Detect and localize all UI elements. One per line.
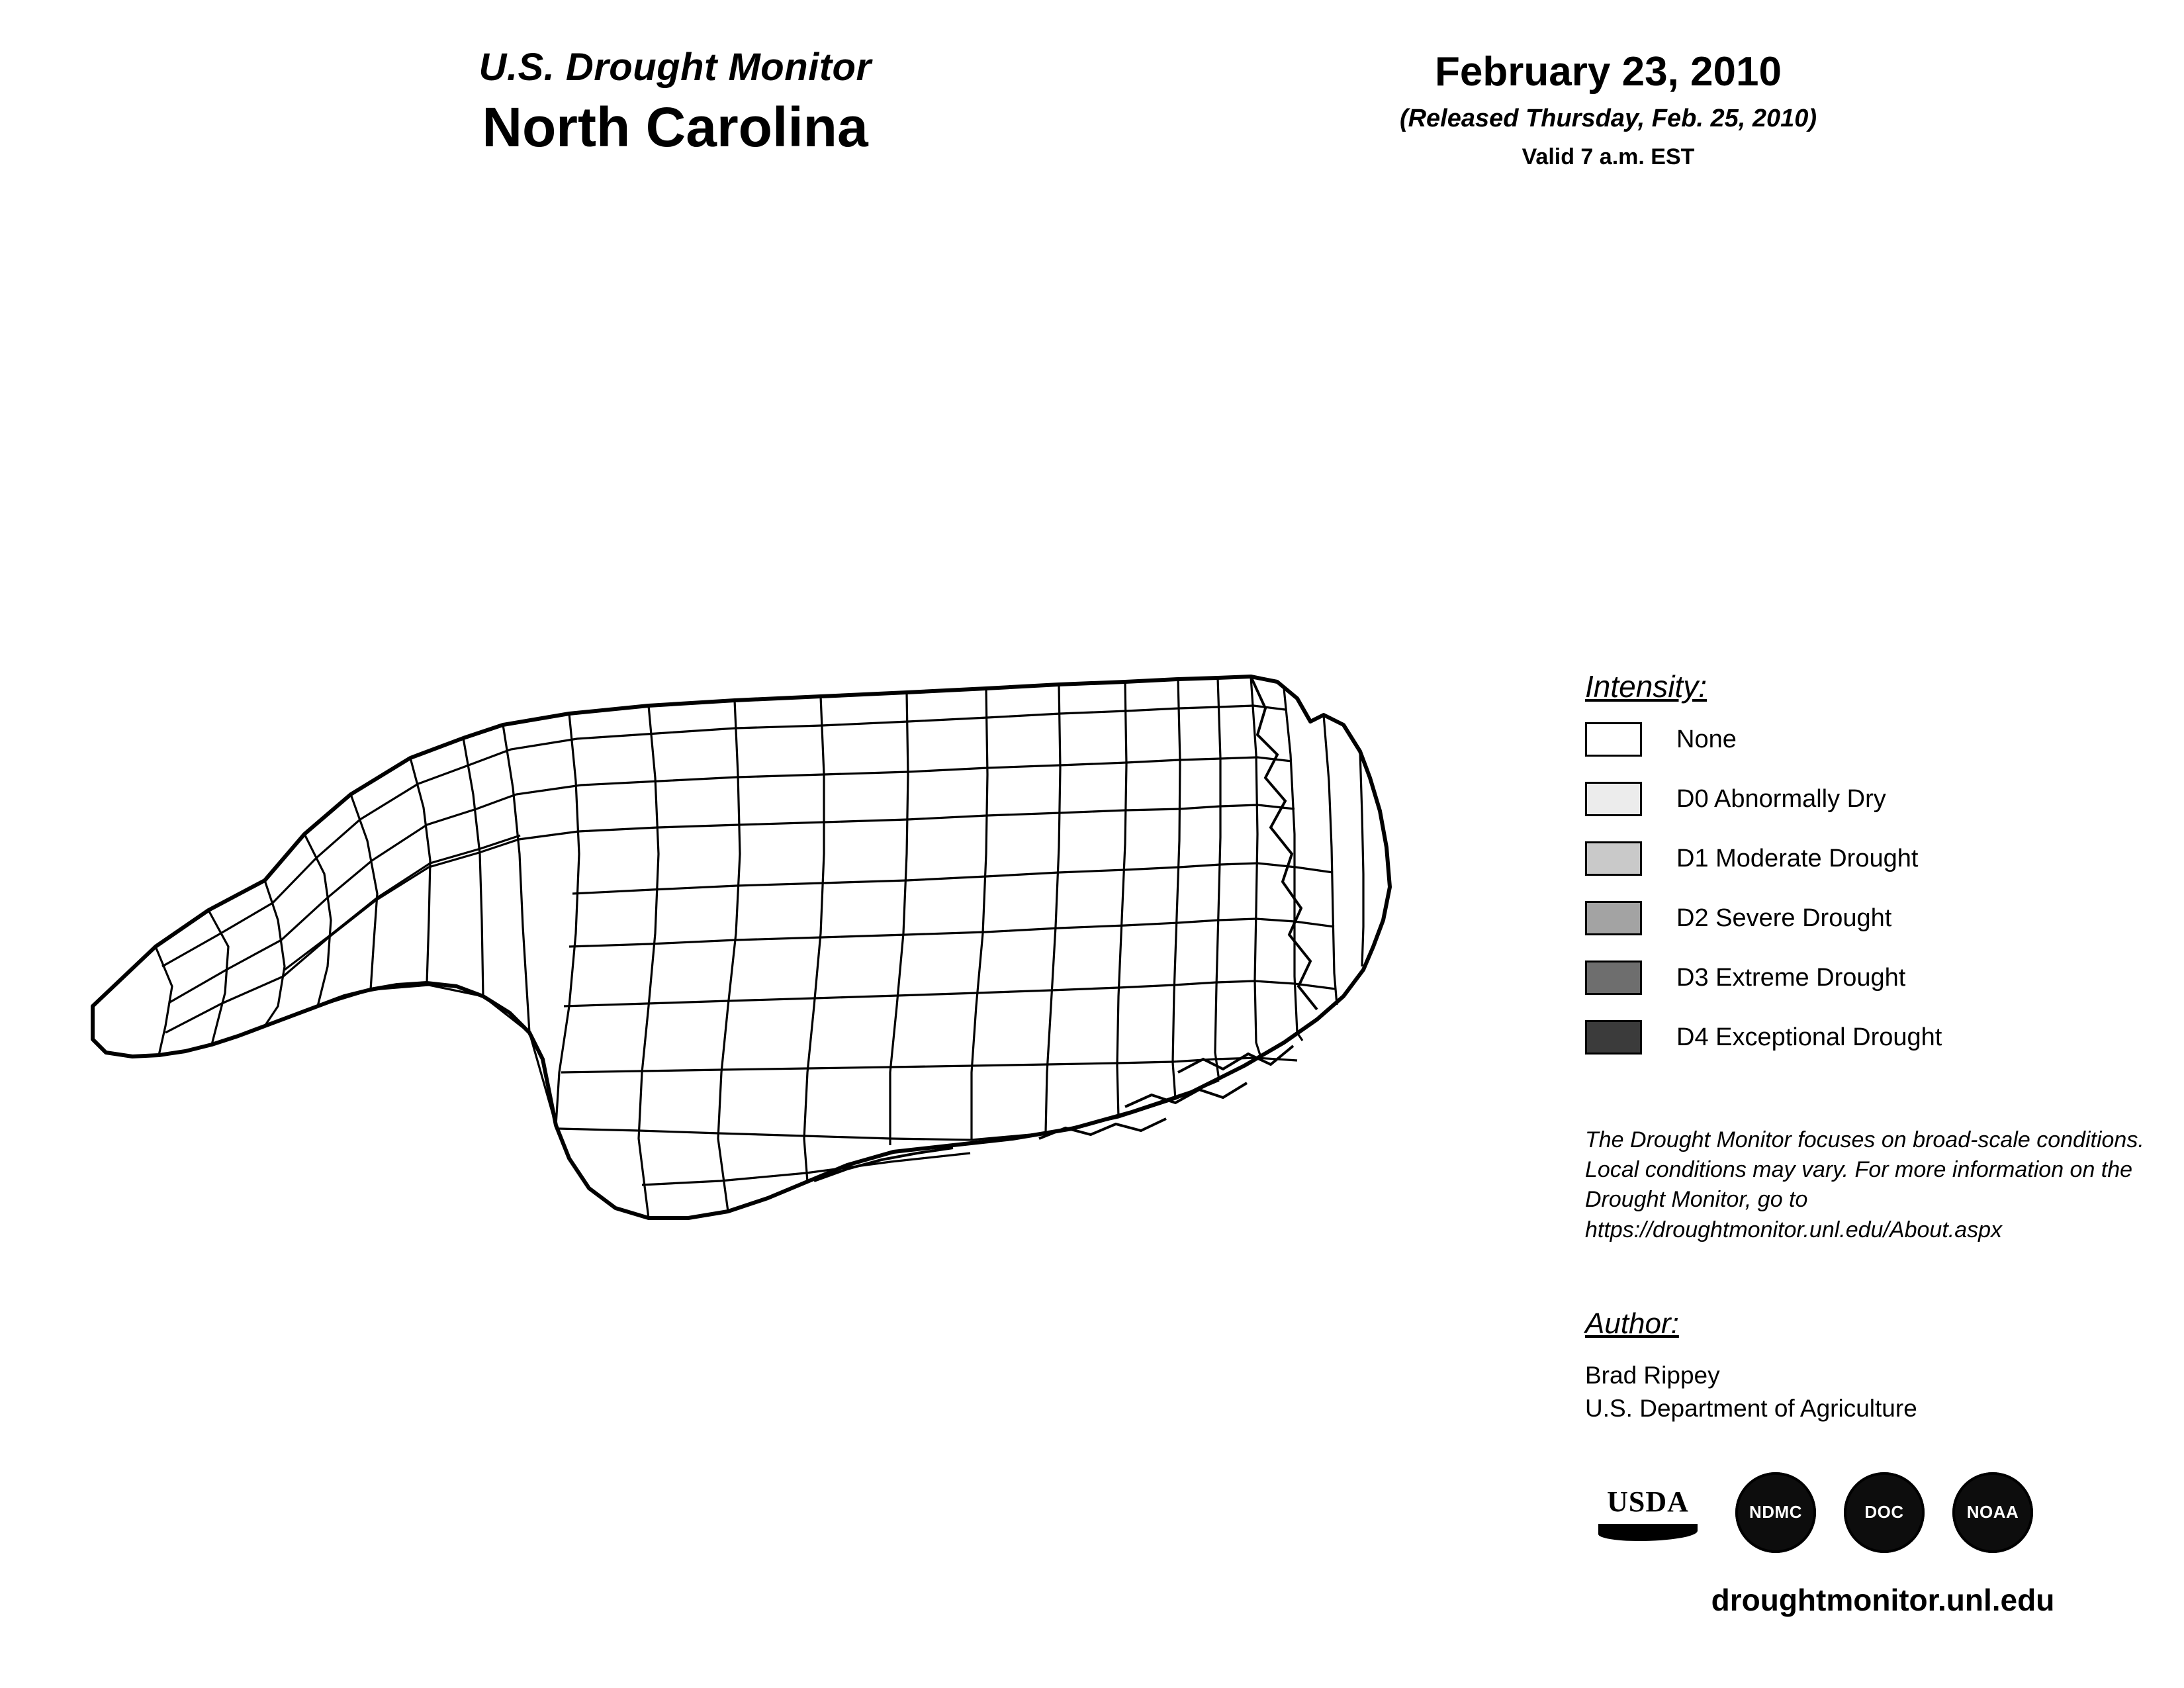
legend-label-none: None [1676,725,1737,753]
header-title-block [278,46,1072,156]
usda-swoosh-icon [1598,1524,1698,1541]
program-title: U.S. Drought Monitor [478,46,872,89]
legend-swatch-d4 [1585,1020,1642,1055]
ndmc-logo-text: NDMC [1749,1502,1802,1523]
release-date: (Released Thursday, Feb. 25, 2010) [1399,105,1817,133]
legend-label-d4: D4 Exceptional Drought [1676,1023,1942,1051]
legend-item-d3 [1585,957,2167,998]
legend-item-d1 [1585,838,2167,879]
state-fill [93,677,1390,1218]
usdc-seal-ring [1844,1472,1925,1553]
logo-strip [1588,1463,2171,1562]
north-carolina-map [66,635,1489,1297]
legend-title: Intensity: [1585,669,1707,704]
page-title: North Carolina [482,95,868,158]
legend-swatch-d2 [1585,901,1642,935]
legend-label-d3: D3 Extreme Drought [1676,963,1906,992]
disclaimer-text: The Drought Monitor focuses on broad-scale conditions. Local conditions may vary. For more information on the Drought Monitor, go to https://droughtmonitor.unl.edu/About.aspx [1585,1127,2144,1243]
legend [1585,669,2167,1076]
legend-swatch-d1 [1585,841,1642,876]
author-affiliation: U.S. Department of Agriculture [1585,1394,1917,1422]
usdc-logo-text: DOC [1864,1502,1904,1523]
noaa-logo-text: NOAA [1966,1502,2019,1523]
legend-item-d4 [1585,1017,2167,1058]
valid-time: Valid 7 a.m. EST [1522,144,1695,169]
map-date: February 23, 2010 [1435,49,1782,95]
legend-item-none [1585,719,2167,760]
legend-swatch-none [1585,722,1642,757]
ndmc-logo [1735,1472,1816,1553]
legend-item-d0 [1585,778,2167,820]
ndmc-seal-ring [1735,1472,1816,1553]
legend-label-d1: D1 Moderate Drought [1676,844,1919,872]
legend-item-d2 [1585,898,2167,939]
usda-logo-text: USDA [1607,1485,1689,1518]
legend-label-d2: D2 Severe Drought [1676,904,1892,932]
usda-logo [1588,1473,1707,1552]
legend-label-d0: D0 Abnormally Dry [1676,784,1886,813]
legend-swatch-d0 [1585,782,1642,816]
author-heading: Author: [1585,1307,1679,1340]
usdc-logo [1844,1472,1925,1553]
author-name: Brad Rippey [1585,1362,1720,1389]
legend-swatch-d3 [1585,961,1642,995]
website-url[interactable]: droughtmonitor.unl.edu [1711,1583,2055,1617]
noaa-logo [1952,1472,2033,1553]
noaa-seal-ring [1952,1472,2033,1553]
header-date-block [1277,50,1939,171]
author-block [1585,1307,2181,1425]
